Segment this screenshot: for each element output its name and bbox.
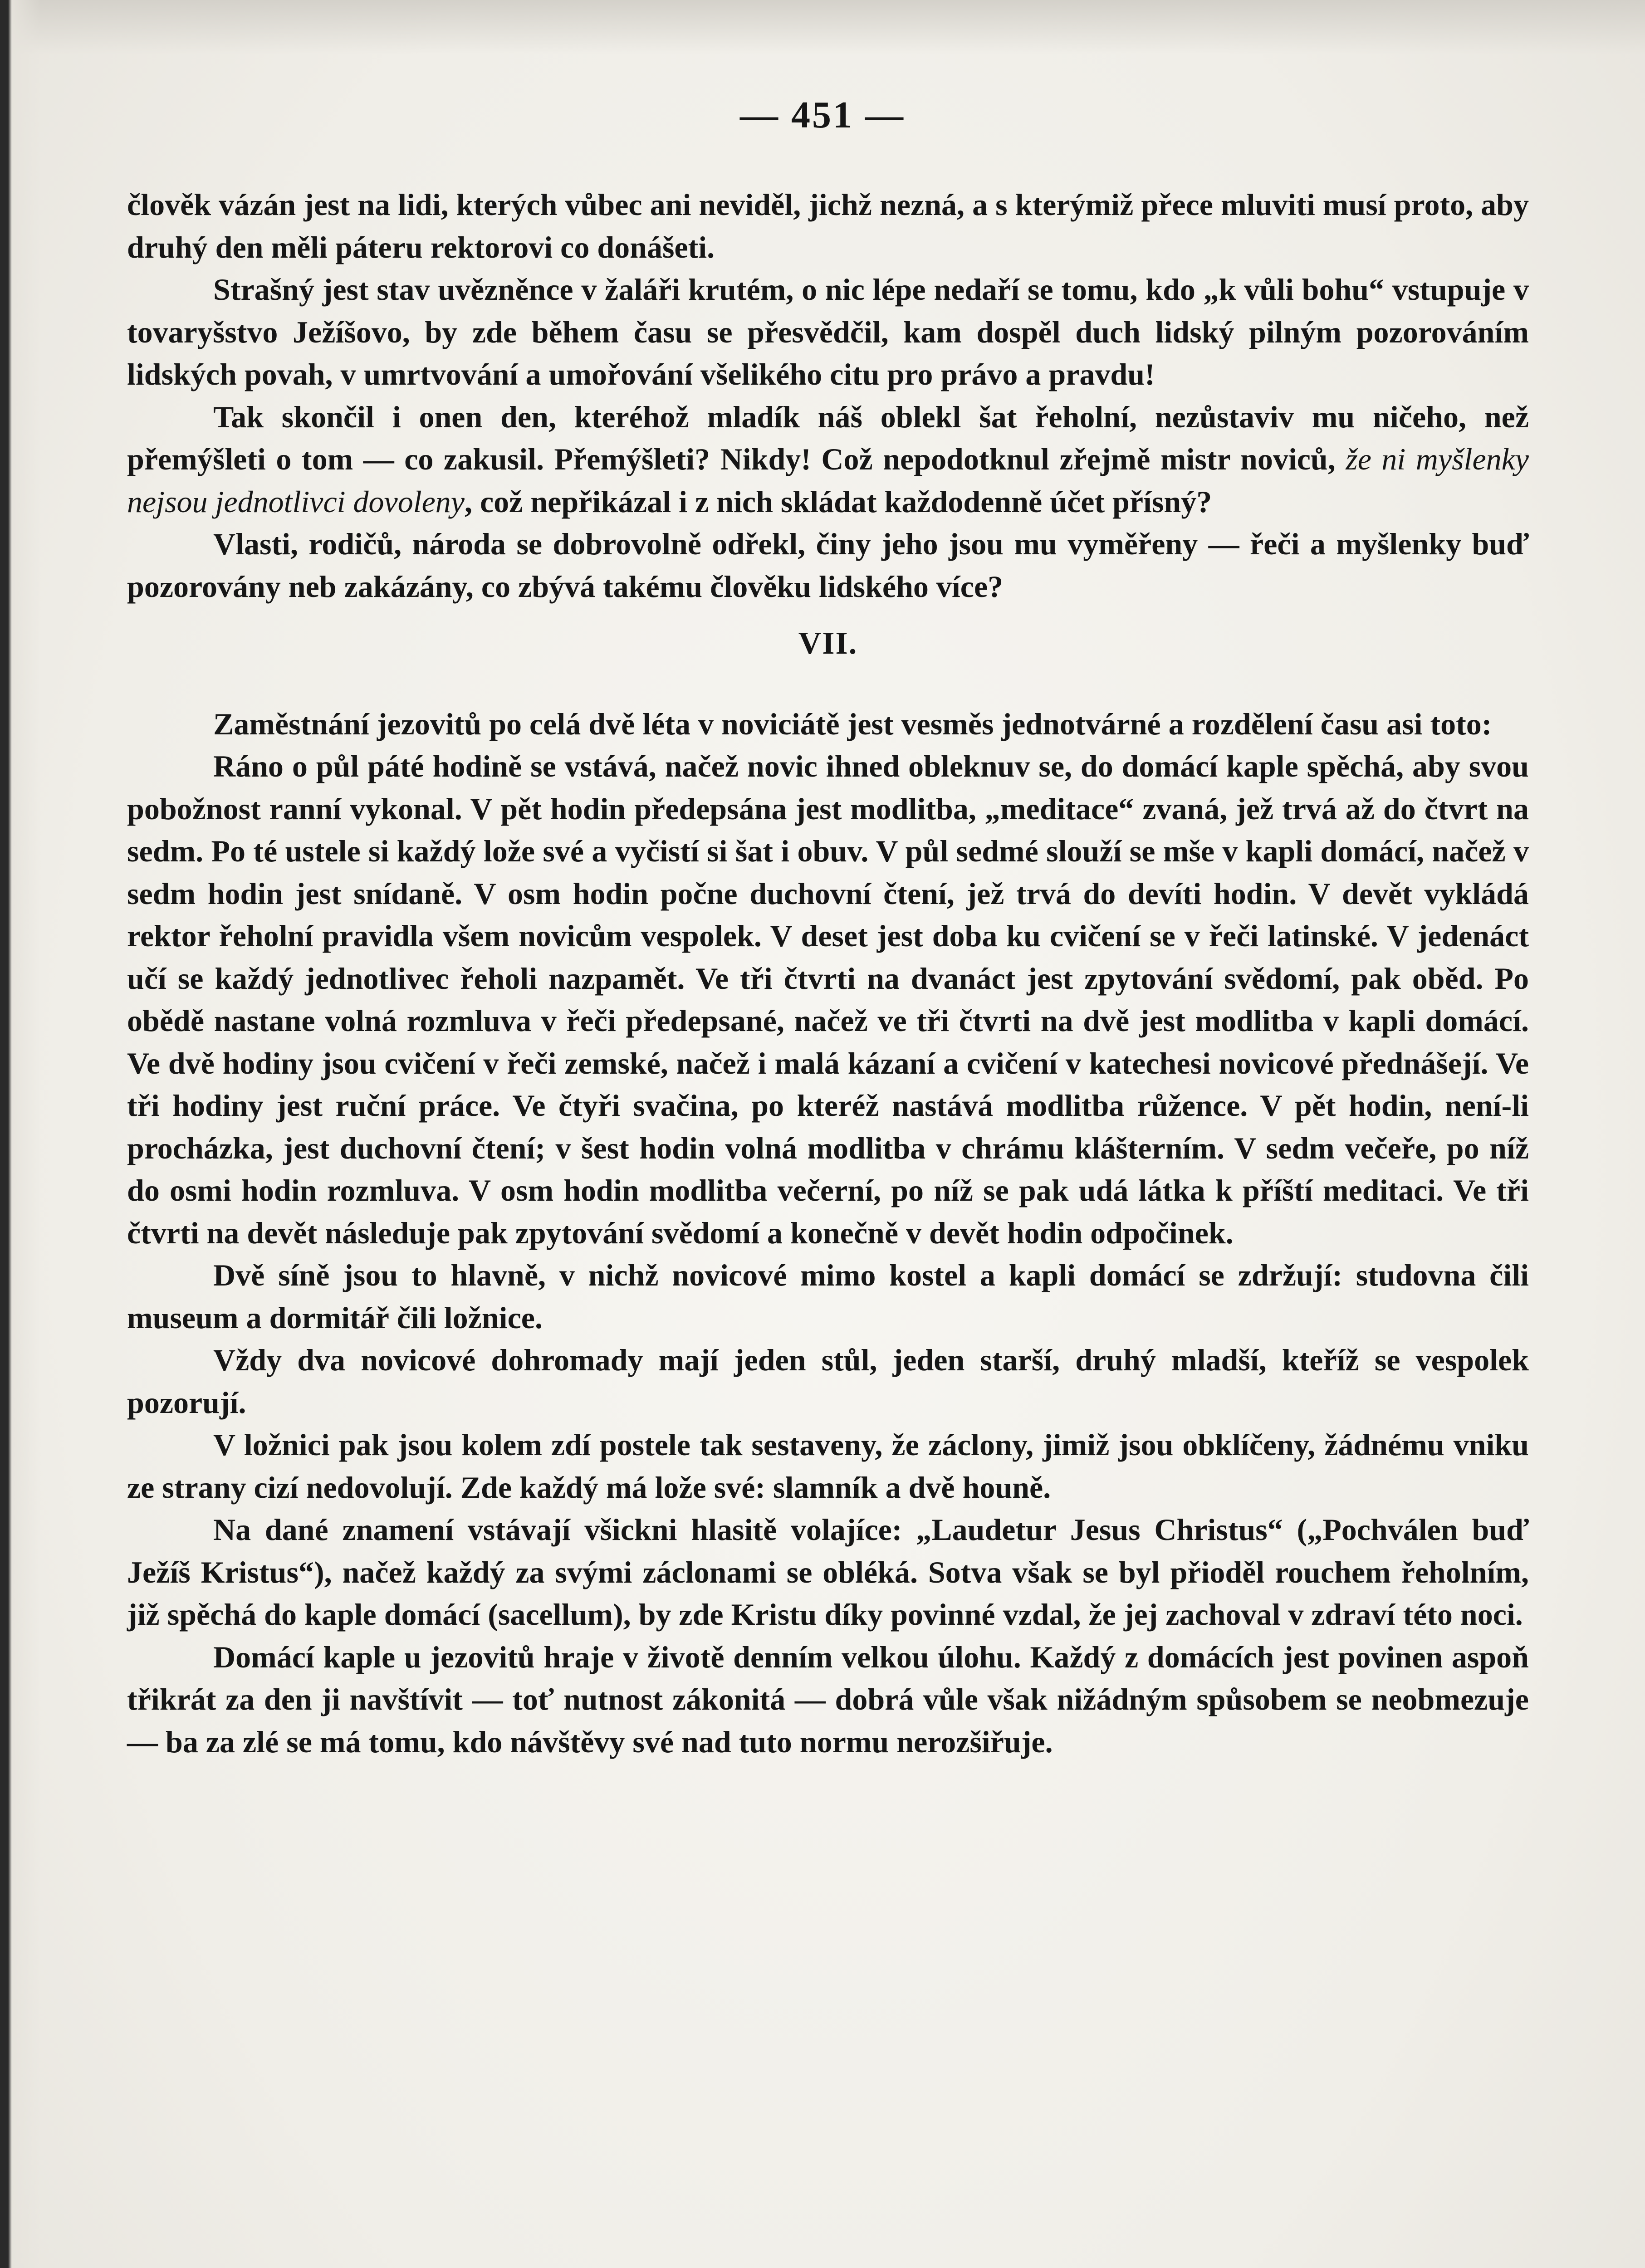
paragraph: Domácí kaple u jezovitů hraje v životě denním velkou úlohu. Každý z domácích jest povinen aspoň třikrát za den ji navštívit — toť nutnost zákonitá — dobrá vůle však nižádným spůsobem se neobmezuje — ba za zlé se má tomu, kdo návštěvy své nad tuto normu nerozšiřuje. bbox=[127, 1639, 1529, 1759]
paragraph: Vlasti, rodičů, národa se dobrovolně odřekl, činy jeho jsou mu vyměřeny — řeči a myšlenky buď pozorovány neb zakázány, co zbývá takému člověku lidského více? bbox=[127, 527, 1529, 604]
paragraph: Na dané znamení vstávají všickni hlasitě volajíce: „Laudetur Jesus Christus“ („Pochválen buď Ježíš Kristus“), načež každý za svými záclonami se obléká. Sotva však se byl přioděl rouchem řeholním, již spěchá do kaple domácí (sacellum), by zde Kristu díky povinné vzdal, že jej zachoval v zdraví této noci. bbox=[127, 1512, 1529, 1632]
paragraph-continuation: člověk vázán jest na lidi, kterých vůbec ani neviděl, jichž nezná, a s kterýmiž přece mluviti musí proto, aby druhý den měli páteru rektorovi co donášeti. bbox=[127, 187, 1529, 264]
paragraph: Zaměstnání jezovitů po celá dvě léta v noviciátě jest vesměs jednotvárné a rozdělení času asi toto: bbox=[213, 706, 1492, 741]
paragraph: V ložnici pak jsou kolem zdí postele tak sestaveny, že záclony, jimiž jsou obklíčeny, žádnému vniku ze strany cizí nedovolují. Zde každý má lože své: slamník a dvě houně. bbox=[127, 1427, 1529, 1505]
paragraph: Ráno o půl páté hodině se vstává, načež novic ihned obleknuv se, do domácí kaple spěchá, aby svou pobožnost ranní vykonal. V pět hodin předepsána jest modlitba, „meditace“ zvaná, jež trvá až do čtvrt na sedm. Po té ustele si každý lože své a vyčistí si šat i obuv. V půl sedmé slouží se mše v kapli domácí, načež v sedm hodin jest snídaně. V osm hodin počne duchovní čtení, jež trvá do devíti hodin. V devět vykládá rektor řeholní pravidla všem novicům vespolek. V deset jest doba ku cvičení se v řeči latinské. V jedenáct učí se každý jednotlivec řeholi nazpamět. Ve tři čtvrti na dvanáct jest zpytování svědomí, pak oběd. Po obědě nastane volná rozmluva v řeči předepsané, načež ve tři čtvrti na dvě jest modlitba v kapli domácí. Ve dvě hodiny jsou cvičení v řeči zemské, načež i malá kázaní a cvičení v katechesi novicové přednášejí. Ve tři hodiny jest ruční práce. Ve čtyři svačina, po kteréž nastává modlitba růžence. V pět hodin, není-li procházka, jest duchovní čtení; v šest hodin volná modlitba v chrámu klášterním. V sedm večeře, po níž do osmi hodin rozmluva. V osm hodin modlitba večerní, po níž se pak udá látka k příští meditaci. Ve tři čtvrti na devět následuje pak zpytování svědomí a konečně v devět hodin odpočinek. bbox=[127, 749, 1529, 1250]
paragraph: Strašný jest stav uvězněnce v žaláři krutém, o nic lépe nedaří se tomu, kdo „k vůli bohu“ vstupuje v tovaryšstvo Ježíšovo, by zde během času se přesvědčil, kam dospěl duch lidský pilným pozorováním lidských povah, v umrtvování a umořování všelikého citu pro právo a pravdu! bbox=[127, 272, 1529, 391]
paragraph-text: , což nepřikázal i z nich skládat každodenně účet přísný? bbox=[464, 484, 1212, 519]
body-text bbox=[127, 184, 1529, 1763]
paragraph-text: Tak skončil i onen den, kteréhož mladík náš oblekl šat řeholní, nezůstaviv mu ničeho, než přemýšleti o tom — co zakusil. Přemýšleti? Nikdy! Což nepodotknul zřejmě mistr noviců, bbox=[127, 399, 1529, 476]
section-heading: VII. bbox=[798, 626, 858, 661]
page-number: — 451 — bbox=[740, 94, 905, 136]
paragraph: Dvě síně jsou to hlavně, v nichž novicové mimo kostel a kapli domácí se zdržují: studovna čili museum a dormitář čili ložnice. bbox=[127, 1258, 1529, 1335]
paragraph-with-italic bbox=[127, 396, 1529, 523]
italic-quote: že ni myšlenky nejsou jednotlivci dovoleny bbox=[127, 442, 1529, 519]
paragraph: Vždy dva novicové dohromady mají jeden stůl, jeden starší, druhý mladší, kteříž se vespolek pozorují. bbox=[127, 1343, 1529, 1420]
